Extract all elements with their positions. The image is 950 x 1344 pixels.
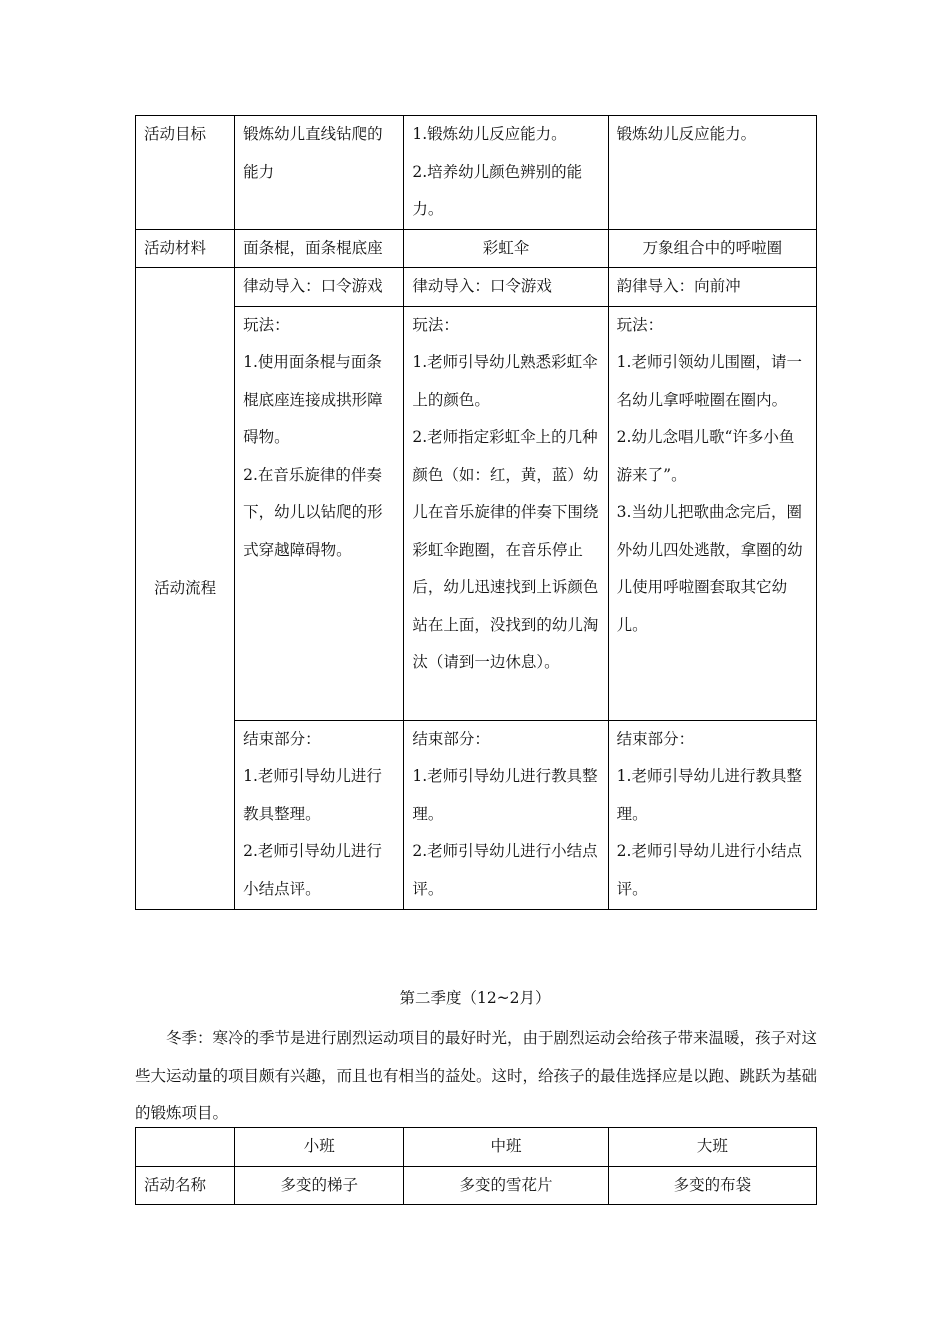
season-intro: 冬季：寒冷的季节是进行剧烈运动项目的最好时光，由于剧烈运动会给孩子带来温暖，孩子对这些大运动量的项目颇有兴趣，而且也有相当的益处。这时，给孩子的最佳选择应是以跑、跳跃为基础的锻炼项目。 xyxy=(135,1029,818,1122)
activity-name-row xyxy=(136,1166,817,1205)
ending-large xyxy=(608,720,816,909)
play-small-line: 1.使用面条棍与面条棍底座连接成拱形障碍物。 xyxy=(243,353,383,446)
header-middle-class: 中班 xyxy=(404,1128,608,1167)
ending-small-line: 结束部分： xyxy=(243,729,321,748)
process-label: 活动流程 xyxy=(136,268,235,910)
goal-middle-line: 2.培养幼儿颜色辨别的能力。 xyxy=(412,162,583,218)
material-row xyxy=(136,229,817,268)
goal-middle xyxy=(404,116,608,230)
ending-small xyxy=(235,720,404,909)
play-large-line: 2.幼儿念唱儿歌“许多小鱼游来了”。 xyxy=(616,428,795,484)
play-middle-line: 玩法： xyxy=(412,315,459,334)
play-large-line: 1.老师引领幼儿围圈，请一名幼儿拿呼啦圈在圈内。 xyxy=(616,353,802,409)
header-row xyxy=(136,1128,817,1167)
ending-middle-line: 2.老师引导幼儿进行小结点评。 xyxy=(412,842,598,898)
activity-table-q1 xyxy=(135,115,817,910)
material-small: 面条棍，面条棍底座 xyxy=(235,229,404,268)
process-ending-row xyxy=(136,720,817,909)
play-middle xyxy=(404,306,608,720)
play-large-line: 3.当幼儿把歌曲念完后，圈外幼儿四处逃散，拿圈的幼儿使用呼啦圈套取其它幼儿。 xyxy=(616,503,803,634)
material-large: 万象组合中的呼啦圈 xyxy=(608,229,816,268)
activity-table-q2 xyxy=(135,1127,817,1205)
ending-middle xyxy=(404,720,608,909)
process-play-row xyxy=(136,306,817,720)
intro-middle: 律动导入：口令游戏 xyxy=(404,268,608,307)
activity-name-large: 多变的布袋 xyxy=(608,1166,816,1205)
ending-large-line: 2.老师引导幼儿进行小结点评。 xyxy=(616,842,802,898)
ending-large-line: 1.老师引导幼儿进行教具整理。 xyxy=(616,767,802,823)
process-intro-row xyxy=(136,268,817,307)
goal-middle-line: 1.锻炼幼儿反应能力。 xyxy=(412,125,567,143)
play-large-line: 玩法： xyxy=(616,315,664,334)
season-title: 第二季度（12~2月） xyxy=(399,989,551,1007)
play-large xyxy=(608,306,816,720)
activity-name-label: 活动名称 xyxy=(136,1166,235,1205)
play-small-line: 2.在音乐旋律的伴奏下，幼儿以钻爬的形式穿越障碍物。 xyxy=(243,465,383,559)
material-middle: 彩虹伞 xyxy=(404,229,608,268)
activity-name-middle: 多变的雪花片 xyxy=(404,1166,608,1205)
goal-large: 锻炼幼儿反应能力。 xyxy=(608,116,816,230)
header-small-class: 小班 xyxy=(235,1128,404,1167)
header-empty xyxy=(136,1128,235,1167)
goal-label: 活动目标 xyxy=(136,116,235,230)
intro-large: 韵律导入：向前冲 xyxy=(608,268,816,307)
ending-small-line: 1.老师引导幼儿进行教具整理。 xyxy=(243,767,382,823)
activity-name-small: 多变的梯子 xyxy=(235,1166,404,1205)
play-middle-line: 1.老师引导幼儿熟悉彩虹伞上的颜色。 xyxy=(412,353,598,409)
intro-small: 律动导入：口令游戏 xyxy=(235,268,404,307)
play-middle-line: 2.老师指定彩虹伞上的几种颜色（如：红，黄，蓝）幼儿在音乐旋律的伴奏下围绕彩虹伞跑圈，在音乐停止后，幼儿迅速找到上诉颜色站在上面，没找到的幼儿淘汰（请到一边休息）。 xyxy=(412,428,599,671)
ending-middle-line: 结束部分： xyxy=(412,729,490,748)
ending-middle-line: 1.老师引导幼儿进行教具整理。 xyxy=(412,767,598,823)
play-small-line: 玩法： xyxy=(243,315,290,334)
ending-large-line: 结束部分： xyxy=(616,729,695,748)
material-label: 活动材料 xyxy=(136,229,235,268)
goal-small: 锻炼幼儿直线钻爬的能力 xyxy=(235,116,404,230)
goal-row xyxy=(136,116,817,230)
play-small xyxy=(235,306,404,720)
header-large-class: 大班 xyxy=(608,1128,816,1167)
ending-small-line: 2.老师引导幼儿进行小结点评。 xyxy=(243,842,382,898)
